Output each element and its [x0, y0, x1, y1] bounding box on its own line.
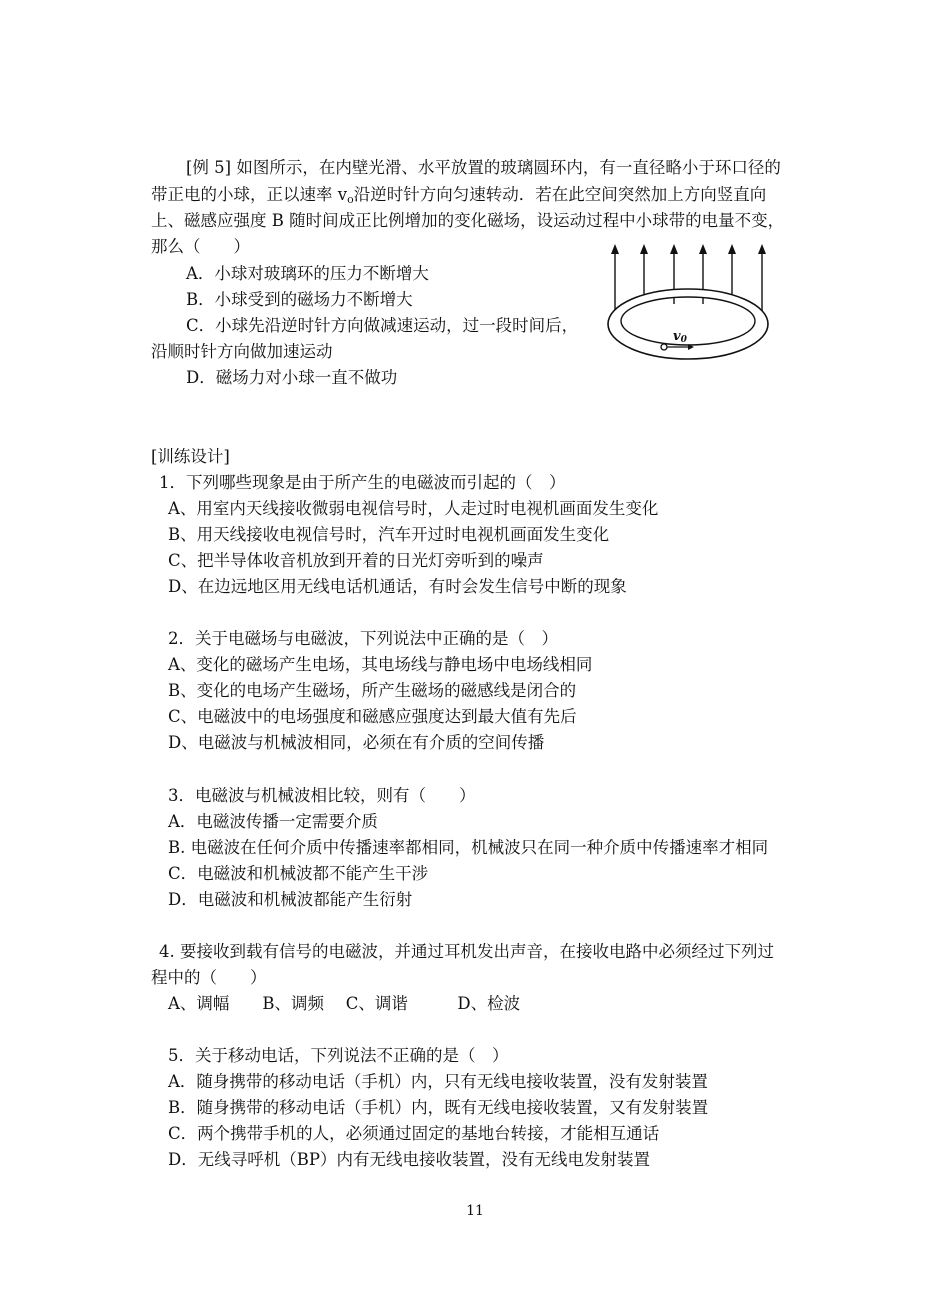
- field-arrow-3: [670, 244, 678, 254]
- example5-option-a: A．小球对玻璃环的压力不断增大: [186, 264, 429, 283]
- training-heading: [训练设计]: [151, 447, 230, 466]
- example5-line2-a: 带正电的小球，正以速率 v: [151, 185, 348, 204]
- velocity-label-sub: 0: [680, 335, 687, 345]
- q2-option-b: B、变化的电场产生磁场，所产生磁场的磁感线是闭合的: [168, 681, 577, 700]
- magnetic-ring-figure: [606, 244, 774, 364]
- q5-option-c: C．两个携带手机的人，必须通过固定的基地台转接，才能相互通话: [168, 1124, 660, 1143]
- q1-option-c: C、把半导体收音机放到开着的日光灯旁听到的噪声: [168, 551, 544, 570]
- q1-stem: 1．下列哪些现象是由于所产生的电磁波而引起的（ ）: [159, 473, 566, 492]
- q3-stem: 3．电磁波与机械波相比较，则有（ ）: [168, 786, 476, 805]
- q1-option-a: A、用室内天线接收微弱电视信号时，人走过时电视机画面发生变化: [168, 499, 659, 518]
- example5-option-c-line1: C．小球先沿逆时针方向做减速运动，过一段时间后，: [186, 316, 579, 335]
- q3-option-a: A．电磁波传播一定需要介质: [168, 812, 378, 831]
- q2-stem: 2．关于电磁场与电磁波，下列说法中正确的是（ ）: [168, 629, 558, 648]
- q2-option-a: A、变化的磁场产生电场，其电场线与静电场中电场线相同: [168, 655, 593, 674]
- q3-option-b: B. 电磁波在任何介质中传播速率都相同，机械波只在同一种介质中传播速率才相同: [168, 838, 769, 857]
- q4-options: A、调幅 B、调频 C、调谐 D、检波: [168, 994, 521, 1013]
- field-arrow-4: [699, 244, 707, 254]
- q3-option-d: D．电磁波和机械波都能产生衍射: [168, 890, 413, 909]
- field-arrow-6: [758, 244, 766, 254]
- charged-ball: [661, 344, 667, 350]
- q5-option-b: B．随身携带的移动电话（手机）内，既有无线电接收装置，又有发射装置: [168, 1098, 709, 1117]
- field-arrow-2: [640, 244, 648, 254]
- example5-option-d: D．磁场力对小球一直不做功: [186, 368, 398, 387]
- q4-stem-line1: 4. 要接收到载有信号的电磁波，并通过耳机发出声音，在接收电路中必须经过下列过: [159, 942, 774, 961]
- velocity-subscript: o: [347, 193, 354, 206]
- field-arrow-1: [611, 244, 619, 254]
- example5-line3: 上、磁感应强度 B 随时间成正比例增加的变化磁场，设运动过程中小球带的电量不变，: [151, 211, 785, 230]
- page-number: 11: [466, 1203, 484, 1219]
- q4-stem-line2: 程中的（ ）: [151, 968, 267, 987]
- example5-line2: [151, 184, 766, 211]
- example5-line1: [例 5] 如图所示，在内壁光滑、水平放置的玻璃圆环内，有一直径略小于环口径的: [186, 158, 781, 177]
- q5-option-a: A．随身携带的移动电话（手机）内，只有无线电接收装置，没有发射装置: [168, 1072, 708, 1091]
- q5-stem: 5．关于移动电话，下列说法不正确的是（ ）: [168, 1046, 509, 1065]
- q2-option-d: D、电磁波与机械波相同，必须在有介质的空间传播: [168, 733, 545, 752]
- example5-line4: 那么（ ）: [151, 237, 250, 256]
- example5-option-c-line2: 沿顺时针方向做加速运动: [151, 342, 333, 361]
- q1-option-b: B、用天线接收电视信号时，汽车开过时电视机画面发生变化: [168, 525, 610, 544]
- q3-option-c: C．电磁波和机械波都不能产生干涉: [168, 864, 429, 883]
- q5-option-d: D．无线寻呼机（BP）内有无线电接收装置，没有无线电发射装置: [168, 1150, 650, 1169]
- q1-option-d: D、在边远地区用无线电话机通话，有时会发生信号中断的现象: [168, 577, 627, 596]
- velocity-label-v: v: [673, 329, 681, 344]
- example5-line2-b: 沿逆时针方向匀速转动．若在此空间突然加上方向竖直向: [353, 185, 767, 204]
- field-arrow-5: [728, 244, 736, 254]
- q2-option-c: C、电磁波中的电场强度和磁感应强度达到最大值有先后: [168, 707, 577, 726]
- example5-option-b: B．小球受到的磁场力不断增大: [186, 290, 413, 309]
